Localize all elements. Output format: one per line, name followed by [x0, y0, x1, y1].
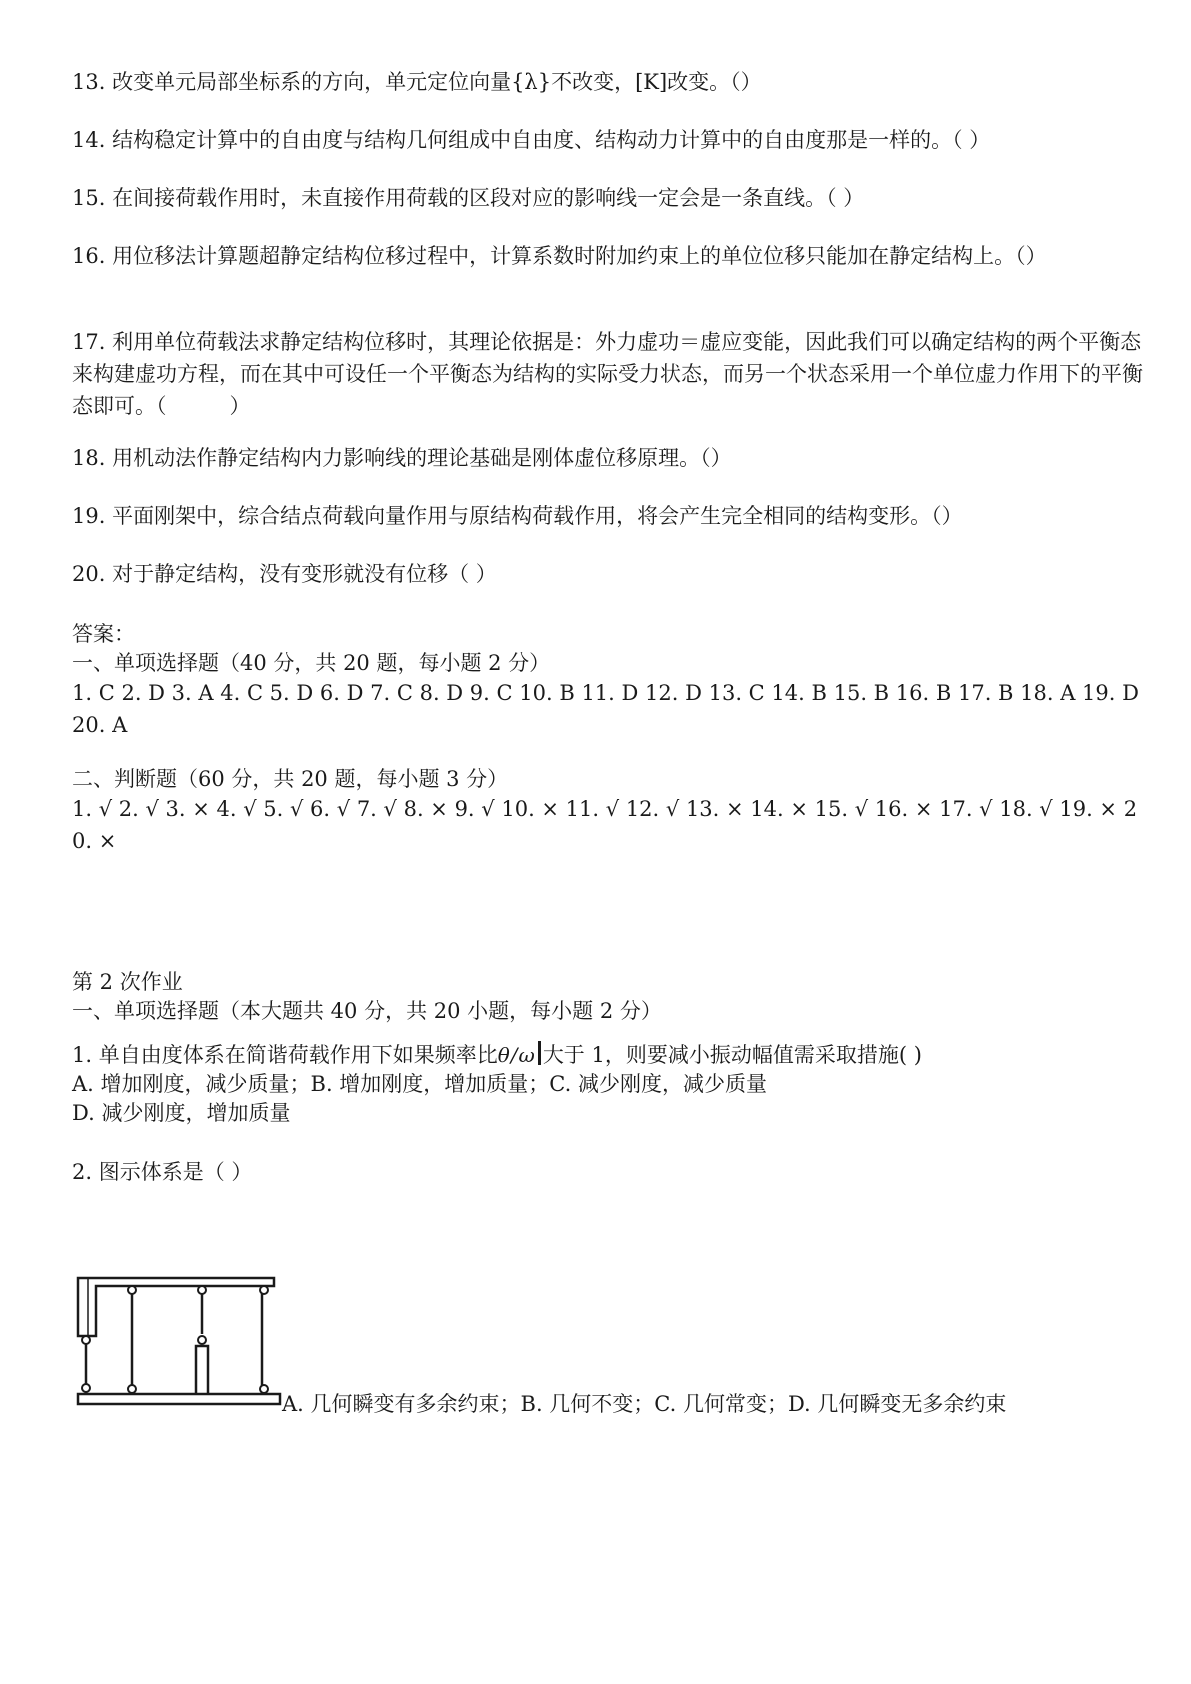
- question-16: 16. 用位移法计算题超静定结构位移过程中，计算系数时附加约束上的单位位移只能加在静定结构上。（）: [72, 244, 1047, 268]
- bottom-base-member: [78, 1394, 280, 1404]
- hinge-bar1-bottom: [128, 1385, 136, 1393]
- answers-section1-title: 一、单项选择题（40 分，共 20 题，每小题 2 分）: [72, 651, 551, 675]
- homework2-section1-title: 一、单项选择题（本大题共 40 分，共 20 小题，每小题 2 分）: [72, 999, 662, 1023]
- hinge-bar3-bottom: [260, 1385, 268, 1393]
- question-20: 20. 对于静定结构，没有变形就没有位移（ ）: [72, 562, 497, 586]
- hinge-left-bottom: [82, 1384, 90, 1392]
- ratio-bar-mark: [538, 1041, 541, 1065]
- hinge-left-top: [82, 1336, 90, 1344]
- question-14: 14. 结构稳定计算中的自由度与结构几何组成中自由度、结构动力计算中的自由度那是一样的。（ ）: [72, 128, 991, 152]
- question-18: 18. 用机动法作静定结构内力影响线的理论基础是刚体虚位移原理。（）: [72, 446, 732, 470]
- hinge-bar3-top: [260, 1286, 268, 1294]
- question-17: 17. 利用单位荷载法求静定结构位移时，其理论依据是：外力虚功＝虚应变能，因此我们可以确定结构的两个平衡态来构建虚功方程，而在其中可设任一个平衡态为结构的实际受力状态，而另一个状态采用一个单位虚力作用下的平衡态即可。（ ）: [72, 330, 1143, 418]
- question-13: 13. 改变单元局部坐标系的方向，单元定位向量{λ}不改变，[K]改变。（）: [72, 70, 762, 94]
- answers-section1-text: 1. C 2. D 3. A 4. C 5. D 6. D 7. C 8. D 9. C 10. B 11. D 12. D 13. C 14. B 15. B 16. B 17. B 18. A 19. D 20. A: [72, 681, 1139, 737]
- hw2-question-1: [72, 1040, 922, 1070]
- hw2-q1-options-line1: A. 增加刚度，减少质量；B. 增加刚度，增加质量；C. 减少刚度，减少质量: [72, 1072, 767, 1096]
- hw2-q2-options: A. 几何瞬变有多余约束；B. 几何不变；C. 几何常变；D. 几何瞬变无多余约束: [282, 1392, 1007, 1416]
- question-15: 15. 在间接荷载作用时，未直接作用荷载的区段对应的影响线一定会是一条直线。（ ）: [72, 186, 865, 210]
- structure-diagram: [76, 1276, 296, 1422]
- frequency-ratio-symbol: θ/ω: [497, 1043, 536, 1067]
- question-19: 19. 平面刚架中，综合结点荷载向量作用与原结构荷载作用，将会产生完全相同的结构变形。（）: [72, 504, 963, 528]
- hinge-bar1-top: [128, 1286, 136, 1294]
- hw2-q1-suffix: 大于 1，则要减小振动幅值需采取措施( ): [542, 1043, 922, 1067]
- top-l-member: [78, 1278, 274, 1336]
- slotted-post: [196, 1346, 208, 1394]
- hw2-q1-prefix: 1. 单自由度体系在简谐荷载作用下如果频率比: [72, 1043, 498, 1067]
- answers-section2-text: 1. √ 2. √ 3. × 4. √ 5. √ 6. √ 7. √ 8. × 9. √ 10. × 11. √ 12. √ 13. × 14. × 15. √ 16. × 17. √ 18. √ 19. × 20. ×: [72, 797, 1138, 853]
- hw2-q1-options-line2: D. 减少刚度，增加质量: [72, 1101, 291, 1125]
- homework2-title: 第 2 次作业: [72, 970, 183, 994]
- answers-heading: 答案：: [72, 622, 135, 646]
- answers-section2-title: 二、判断题（60 分，共 20 题，每小题 3 分）: [72, 767, 509, 791]
- hinge-bar2-top: [198, 1286, 206, 1294]
- hinge-bar2-middle: [198, 1336, 206, 1344]
- hw2-question-2-stem: 2. 图示体系是（ ）: [72, 1160, 253, 1184]
